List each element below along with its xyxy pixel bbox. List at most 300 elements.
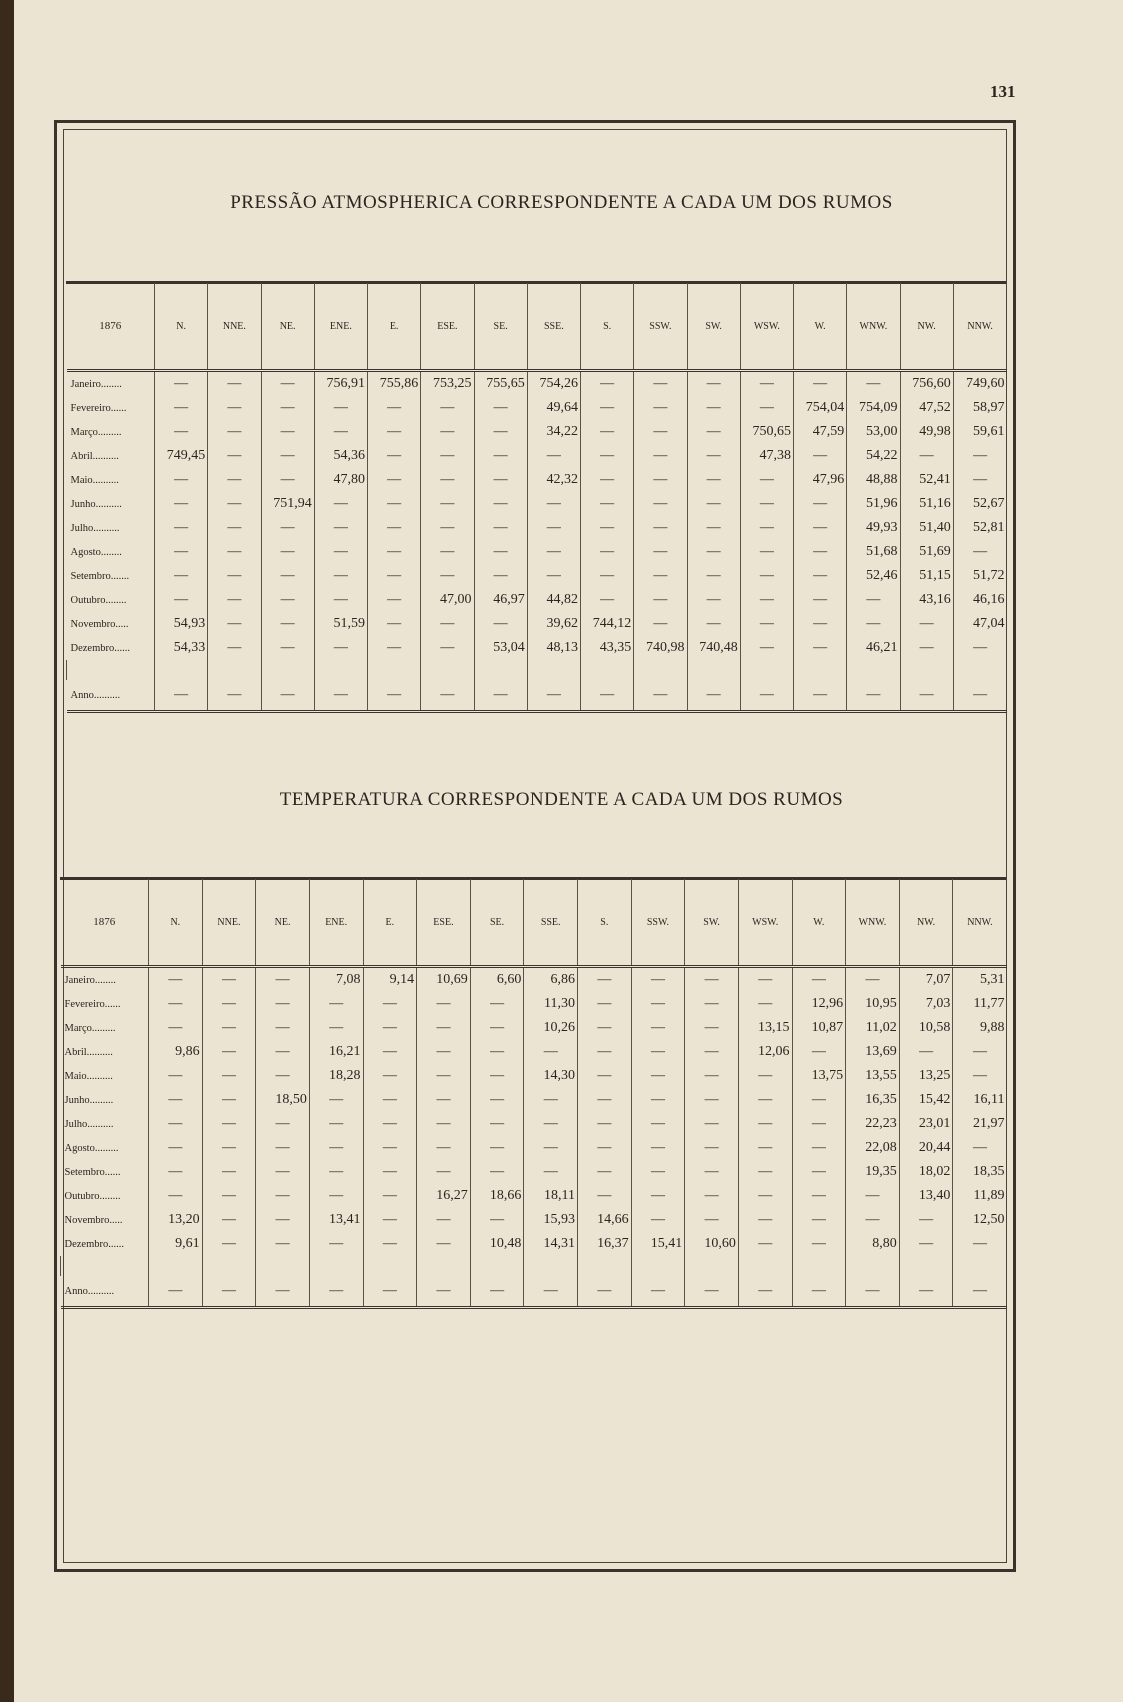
pressure-table-row: [67, 492, 1007, 516]
temperature-value-cell: —: [256, 1160, 310, 1184]
pressure-value-cell: —: [208, 468, 261, 492]
temperature-value-cell: —: [309, 1136, 363, 1160]
temperature-value-cell: —: [578, 1112, 632, 1136]
temperature-direction-header: ESE.: [417, 879, 471, 967]
temperature-value-cell: 22,23: [846, 1112, 900, 1136]
temperature-empty-cell: [309, 1256, 363, 1276]
temperature-value-cell: —: [631, 1160, 685, 1184]
pressure-value-cell: —: [634, 564, 687, 588]
temperature-value-cell: —: [631, 1184, 685, 1208]
pressure-value-cell: —: [208, 396, 261, 420]
temperature-value-cell: 14,30: [524, 1064, 578, 1088]
temperature-value-cell: —: [953, 1276, 1007, 1308]
temperature-value-cell: 16,21: [309, 1040, 363, 1064]
temperature-direction-header: E.: [363, 879, 417, 967]
temperature-table-row: [61, 1064, 1007, 1088]
temperature-value-cell: 16,37: [578, 1232, 632, 1256]
pressure-value-cell: —: [368, 396, 421, 420]
pressure-value-cell: —: [474, 612, 527, 636]
pressure-table-row: [67, 636, 1007, 660]
temperature-value-cell: 18,02: [899, 1160, 953, 1184]
pressure-value-cell: —: [581, 680, 634, 712]
pressure-value-cell: 47,59: [794, 420, 847, 444]
pressure-direction-header: N.: [155, 283, 208, 371]
pressure-value-cell: 48,88: [847, 468, 900, 492]
temperature-value-cell: —: [149, 1136, 203, 1160]
temperature-empty-cell: [363, 1256, 417, 1276]
pressure-value-cell: 58,97: [953, 396, 1006, 420]
temperature-value-cell: 9,61: [149, 1232, 203, 1256]
temperature-value-cell: —: [953, 1232, 1007, 1256]
temperature-value-cell: 22,08: [846, 1136, 900, 1160]
temperature-value-cell: —: [738, 1276, 792, 1308]
pressure-direction-header: SSE.: [527, 283, 580, 371]
pressure-value-cell: 755,65: [474, 371, 527, 397]
pressure-table-row: [67, 396, 1007, 420]
pressure-value-cell: —: [634, 420, 687, 444]
temperature-month-label: Abril..........: [64, 1046, 113, 1058]
pressure-table-row: [67, 468, 1007, 492]
temperature-value-cell: 9,86: [149, 1040, 203, 1064]
temperature-value-cell: 13,75: [792, 1064, 846, 1088]
pressure-value-cell: —: [421, 540, 474, 564]
pressure-table-row: [67, 588, 1007, 612]
pressure-value-cell: 744,12: [581, 612, 634, 636]
pressure-value-cell: —: [261, 540, 314, 564]
temperature-value-cell: 7,07: [899, 967, 953, 993]
temperature-value-cell: —: [524, 1088, 578, 1112]
pressure-value-cell: 59,61: [953, 420, 1006, 444]
pressure-value-cell: —: [581, 588, 634, 612]
pressure-empty-cell: [67, 660, 155, 680]
pressure-value-cell: 47,04: [953, 612, 1006, 636]
temperature-value-cell: —: [417, 1016, 471, 1040]
temperature-value-cell: —: [685, 1208, 739, 1232]
pressure-empty-cell: [314, 660, 367, 680]
pressure-value-cell: —: [581, 444, 634, 468]
pressure-title: PRESSÃO ATMOSPHERICA CORRESPONDENTE A CADA UM DOS RUMOS: [230, 192, 893, 213]
pressure-value-cell: 754,09: [847, 396, 900, 420]
temperature-value-cell: 15,93: [524, 1208, 578, 1232]
pressure-month-label: Dezembro......: [70, 642, 130, 654]
pressure-value-cell: —: [740, 516, 793, 540]
temperature-table-row: [61, 1184, 1007, 1208]
pressure-value-cell: —: [368, 636, 421, 660]
temperature-empty-cell: [846, 1256, 900, 1276]
temperature-value-cell: —: [417, 1064, 471, 1088]
pressure-table-row: [67, 444, 1007, 468]
temperature-value-cell: 10,58: [899, 1016, 953, 1040]
temperature-value-cell: —: [470, 1064, 524, 1088]
pressure-value-cell: —: [314, 588, 367, 612]
pressure-value-cell: 51,16: [900, 492, 953, 516]
pressure-value-cell: —: [421, 396, 474, 420]
pressure-value-cell: —: [261, 444, 314, 468]
pressure-value-cell: —: [847, 588, 900, 612]
pressure-header-row: [67, 283, 1007, 371]
pressure-value-cell: —: [687, 468, 740, 492]
pressure-value-cell: —: [581, 540, 634, 564]
pressure-value-cell: —: [155, 564, 208, 588]
pressure-value-cell: 52,81: [953, 516, 1006, 540]
pressure-value-cell: 49,98: [900, 420, 953, 444]
pressure-direction-header: SE.: [474, 283, 527, 371]
temperature-value-cell: 7,03: [899, 992, 953, 1016]
temperature-value-cell: —: [685, 1160, 739, 1184]
pressure-value-cell: —: [581, 371, 634, 397]
pressure-value-cell: —: [740, 468, 793, 492]
pressure-value-cell: —: [155, 516, 208, 540]
pressure-table: [66, 283, 1007, 713]
pressure-value-cell: —: [634, 540, 687, 564]
pressure-value-cell: —: [687, 420, 740, 444]
temperature-value-cell: —: [202, 1208, 256, 1232]
pressure-value-cell: —: [208, 371, 261, 397]
temperature-month-label: Agosto.........: [64, 1142, 119, 1154]
temperature-value-cell: —: [149, 1160, 203, 1184]
temperature-value-cell: —: [149, 992, 203, 1016]
temperature-value-cell: —: [256, 1184, 310, 1208]
pressure-value-cell: —: [208, 612, 261, 636]
temperature-value-cell: —: [202, 1016, 256, 1040]
pressure-value-cell: 49,93: [847, 516, 900, 540]
temperature-table-row: [61, 1160, 1007, 1184]
pressure-value-cell: —: [740, 371, 793, 397]
temperature-value-cell: 13,69: [846, 1040, 900, 1064]
temperature-value-cell: 21,97: [953, 1112, 1007, 1136]
temperature-empty-cell: [524, 1256, 578, 1276]
temperature-value-cell: —: [792, 1112, 846, 1136]
pressure-value-cell: —: [208, 680, 261, 712]
temperature-table-row: [61, 1112, 1007, 1136]
temperature-value-cell: —: [953, 1040, 1007, 1064]
pressure-value-cell: —: [421, 636, 474, 660]
pressure-value-cell: —: [155, 680, 208, 712]
pressure-value-cell: —: [740, 540, 793, 564]
pressure-month-label: Agosto........: [70, 546, 122, 558]
temperature-value-cell: —: [738, 992, 792, 1016]
pressure-value-cell: —: [794, 588, 847, 612]
temperature-empty-cell: [256, 1256, 310, 1276]
pressure-value-cell: —: [368, 444, 421, 468]
pressure-value-cell: 51,15: [900, 564, 953, 588]
temperature-value-cell: —: [309, 1016, 363, 1040]
temperature-value-cell: 20,44: [899, 1136, 953, 1160]
temperature-value-cell: —: [363, 1136, 417, 1160]
temperature-empty-cell: [202, 1256, 256, 1276]
temperature-value-cell: 13,20: [149, 1208, 203, 1232]
pressure-value-cell: —: [261, 468, 314, 492]
temperature-value-cell: —: [792, 1136, 846, 1160]
pressure-direction-header: NNE.: [208, 283, 261, 371]
temperature-value-cell: —: [470, 1276, 524, 1308]
pressure-value-cell: —: [847, 612, 900, 636]
pressure-value-cell: 51,40: [900, 516, 953, 540]
temperature-value-cell: 18,35: [953, 1160, 1007, 1184]
pressure-value-cell: 740,98: [634, 636, 687, 660]
pressure-value-cell: —: [261, 420, 314, 444]
pressure-value-cell: 54,93: [155, 612, 208, 636]
temperature-direction-header: NW.: [899, 879, 953, 967]
pressure-value-cell: —: [740, 396, 793, 420]
pressure-direction-header: ESE.: [421, 283, 474, 371]
pressure-empty-cell: [847, 660, 900, 680]
pressure-value-cell: —: [155, 420, 208, 444]
temperature-value-cell: —: [738, 1208, 792, 1232]
pressure-empty-cell: [581, 660, 634, 680]
pressure-value-cell: —: [474, 516, 527, 540]
temperature-value-cell: 10,95: [846, 992, 900, 1016]
pressure-value-cell: —: [527, 680, 580, 712]
pressure-value-cell: —: [900, 444, 953, 468]
pressure-direction-header: S.: [581, 283, 634, 371]
pressure-value-cell: —: [421, 420, 474, 444]
pressure-value-cell: —: [740, 564, 793, 588]
pressure-value-cell: 51,72: [953, 564, 1006, 588]
temperature-value-cell: 12,50: [953, 1208, 1007, 1232]
pressure-value-cell: —: [208, 588, 261, 612]
pressure-value-cell: —: [368, 420, 421, 444]
temperature-value-cell: —: [738, 1232, 792, 1256]
pressure-value-cell: —: [368, 588, 421, 612]
pressure-value-cell: —: [634, 680, 687, 712]
pressure-month-label: Outubro........: [70, 594, 127, 606]
pressure-value-cell: —: [581, 564, 634, 588]
pressure-value-cell: —: [687, 612, 740, 636]
temperature-value-cell: —: [202, 1064, 256, 1088]
pressure-value-cell: 34,22: [527, 420, 580, 444]
pressure-direction-header: W.: [794, 283, 847, 371]
temperature-value-cell: —: [953, 1064, 1007, 1088]
temperature-value-cell: —: [363, 1184, 417, 1208]
temperature-value-cell: —: [631, 1088, 685, 1112]
temperature-year-header: 1876: [61, 879, 149, 967]
temperature-month-label: Setembro......: [64, 1166, 121, 1178]
pressure-value-cell: 51,69: [900, 540, 953, 564]
pressure-value-cell: —: [900, 680, 953, 712]
pressure-value-cell: —: [687, 444, 740, 468]
temperature-value-cell: 16,35: [846, 1088, 900, 1112]
temperature-value-cell: —: [149, 1276, 203, 1308]
temperature-value-cell: —: [792, 967, 846, 993]
pressure-value-cell: —: [794, 444, 847, 468]
pressure-value-cell: —: [847, 371, 900, 397]
temperature-value-cell: —: [256, 1016, 310, 1040]
pressure-value-cell: 43,35: [581, 636, 634, 660]
temperature-value-cell: —: [792, 1276, 846, 1308]
pressure-value-cell: —: [314, 636, 367, 660]
pressure-value-cell: —: [208, 492, 261, 516]
pressure-value-cell: 54,36: [314, 444, 367, 468]
pressure-value-cell: —: [208, 636, 261, 660]
pressure-value-cell: —: [953, 540, 1006, 564]
temperature-value-cell: —: [738, 1112, 792, 1136]
pressure-spacer-row: [67, 660, 1007, 680]
pressure-year-header: 1876: [67, 283, 155, 371]
pressure-month-label: Maio..........: [70, 474, 119, 486]
temperature-value-cell: —: [417, 1232, 471, 1256]
temperature-value-cell: —: [256, 967, 310, 993]
pressure-value-cell: —: [687, 396, 740, 420]
temperature-value-cell: —: [417, 1160, 471, 1184]
pressure-value-cell: 749,45: [155, 444, 208, 468]
temperature-value-cell: —: [256, 1064, 310, 1088]
pressure-value-cell: —: [421, 492, 474, 516]
temperature-empty-cell: [417, 1256, 471, 1276]
temperature-month-label: Janeiro........: [64, 974, 116, 986]
temperature-direction-header: W.: [792, 879, 846, 967]
temperature-value-cell: —: [202, 992, 256, 1016]
temperature-value-cell: —: [631, 967, 685, 993]
temperature-month-label: Julho..........: [64, 1118, 114, 1130]
pressure-value-cell: —: [368, 468, 421, 492]
pressure-value-cell: —: [421, 468, 474, 492]
temperature-table-row: [61, 1016, 1007, 1040]
temperature-value-cell: —: [470, 1088, 524, 1112]
temperature-direction-header: SSW.: [631, 879, 685, 967]
pressure-month-label: Julho..........: [70, 522, 120, 534]
temperature-value-cell: 7,08: [309, 967, 363, 993]
pressure-value-cell: —: [900, 612, 953, 636]
pressure-value-cell: 753,25: [421, 371, 474, 397]
temperature-value-cell: —: [363, 1232, 417, 1256]
temperature-value-cell: —: [149, 967, 203, 993]
temperature-value-cell: —: [631, 1208, 685, 1232]
temperature-value-cell: 13,40: [899, 1184, 953, 1208]
pressure-value-cell: —: [953, 680, 1006, 712]
pressure-value-cell: —: [368, 540, 421, 564]
temperature-value-cell: 5,31: [953, 967, 1007, 993]
temperature-value-cell: —: [470, 1160, 524, 1184]
temperature-value-cell: —: [738, 1064, 792, 1088]
pressure-value-cell: —: [368, 612, 421, 636]
temperature-value-cell: 13,55: [846, 1064, 900, 1088]
temperature-value-cell: —: [417, 992, 471, 1016]
pressure-value-cell: —: [155, 468, 208, 492]
temperature-value-cell: —: [202, 1136, 256, 1160]
temperature-table-row: [61, 967, 1007, 993]
temperature-value-cell: —: [417, 1208, 471, 1232]
pressure-value-cell: —: [634, 516, 687, 540]
pressure-value-cell: —: [474, 468, 527, 492]
temperature-table-row: [61, 1276, 1007, 1308]
temperature-value-cell: —: [738, 1184, 792, 1208]
pressure-value-cell: 756,91: [314, 371, 367, 397]
pressure-empty-cell: [208, 660, 261, 680]
pressure-value-cell: —: [740, 680, 793, 712]
pressure-value-cell: —: [261, 564, 314, 588]
pressure-value-cell: —: [155, 396, 208, 420]
pressure-value-cell: —: [581, 492, 634, 516]
temperature-value-cell: 8,80: [846, 1232, 900, 1256]
temperature-value-cell: —: [685, 1064, 739, 1088]
temperature-value-cell: —: [470, 1016, 524, 1040]
temperature-value-cell: —: [792, 1088, 846, 1112]
temperature-value-cell: 10,60: [685, 1232, 739, 1256]
pressure-value-cell: —: [581, 420, 634, 444]
temperature-table-row: [61, 1232, 1007, 1256]
temperature-value-cell: —: [631, 1112, 685, 1136]
temperature-value-cell: —: [202, 1112, 256, 1136]
pressure-direction-header: NW.: [900, 283, 953, 371]
pressure-value-cell: —: [155, 371, 208, 397]
pressure-value-cell: —: [314, 540, 367, 564]
pressure-value-cell: —: [261, 680, 314, 712]
temperature-value-cell: —: [256, 992, 310, 1016]
pressure-value-cell: —: [581, 396, 634, 420]
temperature-value-cell: —: [363, 1208, 417, 1232]
pressure-table-row: [67, 564, 1007, 588]
pressure-value-cell: —: [368, 680, 421, 712]
temperature-value-cell: —: [899, 1232, 953, 1256]
temperature-value-cell: —: [578, 1064, 632, 1088]
pressure-value-cell: —: [314, 396, 367, 420]
temperature-value-cell: —: [738, 1136, 792, 1160]
pressure-value-cell: —: [687, 371, 740, 397]
pressure-value-cell: —: [208, 540, 261, 564]
pressure-empty-cell: [527, 660, 580, 680]
temperature-value-cell: —: [363, 1276, 417, 1308]
temperature-direction-header: ENE.: [309, 879, 363, 967]
pressure-value-cell: 53,00: [847, 420, 900, 444]
temperature-value-cell: —: [578, 1160, 632, 1184]
temperature-value-cell: —: [685, 1016, 739, 1040]
pressure-value-cell: 46,21: [847, 636, 900, 660]
temperature-value-cell: —: [578, 1088, 632, 1112]
temperature-value-cell: —: [202, 1184, 256, 1208]
temperature-value-cell: —: [470, 992, 524, 1016]
temperature-value-cell: —: [846, 1208, 900, 1232]
temperature-table-row: [61, 1040, 1007, 1064]
temperature-value-cell: —: [792, 1208, 846, 1232]
temperature-month-label: Junho.........: [64, 1094, 114, 1106]
pressure-value-cell: —: [261, 396, 314, 420]
pressure-value-cell: —: [474, 444, 527, 468]
pressure-value-cell: 53,04: [474, 636, 527, 660]
temperature-value-cell: —: [685, 1136, 739, 1160]
pressure-month-label: Setembro.......: [70, 570, 130, 582]
pressure-value-cell: —: [581, 516, 634, 540]
pressure-empty-cell: [740, 660, 793, 680]
temperature-value-cell: 16,11: [953, 1088, 1007, 1112]
temperature-value-cell: —: [631, 1064, 685, 1088]
pressure-empty-cell: [368, 660, 421, 680]
pressure-value-cell: 754,04: [794, 396, 847, 420]
pressure-value-cell: —: [368, 564, 421, 588]
pressure-empty-cell: [687, 660, 740, 680]
temperature-value-cell: —: [309, 1088, 363, 1112]
pressure-value-cell: —: [794, 612, 847, 636]
pressure-value-cell: 52,46: [847, 564, 900, 588]
temperature-value-cell: 18,50: [256, 1088, 310, 1112]
pressure-value-cell: 47,80: [314, 468, 367, 492]
pressure-direction-header: SSW.: [634, 283, 687, 371]
temperature-value-cell: —: [792, 1232, 846, 1256]
pressure-value-cell: —: [421, 612, 474, 636]
pressure-value-cell: —: [261, 371, 314, 397]
pressure-value-cell: 749,60: [953, 371, 1006, 397]
pressure-value-cell: 43,16: [900, 588, 953, 612]
temperature-value-cell: —: [631, 1040, 685, 1064]
temperature-value-cell: 19,35: [846, 1160, 900, 1184]
temperature-value-cell: —: [578, 1184, 632, 1208]
temperature-value-cell: 18,11: [524, 1184, 578, 1208]
pressure-value-cell: —: [474, 396, 527, 420]
pressure-value-cell: —: [474, 540, 527, 564]
temperature-value-cell: —: [631, 1016, 685, 1040]
temperature-value-cell: —: [685, 1184, 739, 1208]
pressure-value-cell: 44,82: [527, 588, 580, 612]
